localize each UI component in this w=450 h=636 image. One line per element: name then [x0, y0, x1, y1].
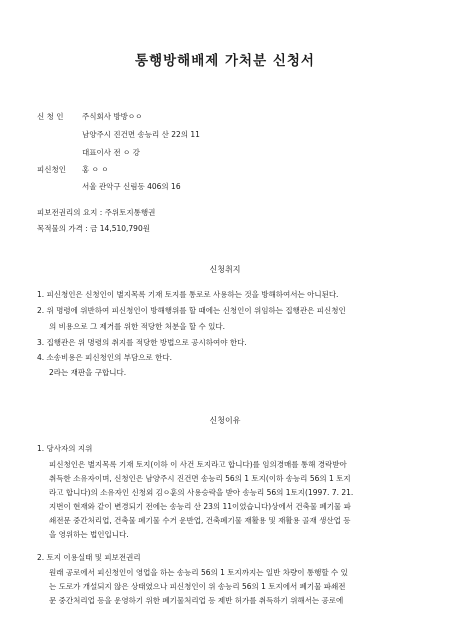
purpose-line: 2. 위 명령에 위반하여 피신청인이 방해행위를 할 때에는 신청인이 위임하는 집행관은 피신청인	[37, 306, 346, 315]
respondent-name: 홍 ㅇ ㅇ	[82, 165, 109, 174]
body-line: 피신청인은 별지목록 기재 토지(이하 이 사건 토지라고 합니다)를 임의경매를 통해 경락받아	[49, 460, 347, 469]
body-line: 쇄전문 중간처리업, 건축물 폐기물 수거 운반업, 건축폐기물 재활용 및 재활용 골재 생산업 등	[49, 516, 351, 525]
body-line: 을 영위하는 법인입니다.	[49, 530, 129, 539]
section-title: 1. 당사자의 지위	[37, 444, 93, 453]
purpose-line: 의 비용으로 그 제거를 위한 적당한 처분을 할 수 있다.	[49, 322, 225, 331]
applicant-name: 주식회사 방방ㅇㅇ	[82, 112, 143, 121]
purpose-line: 2라는 재판을 구합니다.	[49, 368, 127, 377]
body-line: 문 중간처리업 등을 운영하기 위한 폐기물처리업 등 제반 허가를 취득하기 위해서는 공로에	[49, 596, 344, 605]
body-line: 지번이 현재와 같이 변경되기 전에는 송능리 산 23의 11이었습니다)상에서 건축물 폐기물 파	[49, 502, 351, 511]
purpose-line: 1. 피신청인은 신청인이 별지목록 기재 토지를 통로로 사용하는 것을 방해하여서는 아니된다.	[37, 290, 339, 299]
document-title: 통행방해배제 가처분 신청서	[135, 53, 315, 69]
reasons-heading: 신청이유	[209, 416, 241, 425]
body-line: 원래 공로에서 피신청인이 영업을 하는 송능리 56의 1 토지까지는 일반 차량이 통행할 수 있	[49, 568, 348, 577]
purpose-heading: 신청취지	[209, 265, 241, 274]
respondent-address: 서울 관악구 신림동 406의 16	[82, 182, 181, 191]
section-title: 2. 토지 이용실태 및 피보전권리	[37, 553, 141, 562]
applicant-address: 남양주시 진건면 송능리 산 22의 11	[82, 130, 200, 139]
respondent-label: 피신청인	[37, 165, 66, 174]
preserved-right: 피보전권리의 요지 : 주위토지통행권	[37, 208, 156, 217]
body-line: 는 도로가 개설되지 않은 상태였으나 피신청인이 위 송능리 56의 1 토지에서 폐기물 파쇄전	[49, 582, 346, 591]
applicant-representative: 대표이사 전 ㅇ 강	[82, 148, 140, 157]
body-line: 라고 합니다)의 소유자인 신청외 김ㅇ훈의 사용승락을 받아 송능리 56의 1토지(1997. 7. 21.	[49, 488, 354, 497]
purpose-line: 3. 집행관은 위 명령의 취지를 적당한 방법으로 공시하여야 한다.	[37, 338, 247, 347]
purpose-line: 4. 소송비용은 피신청인의 부담으로 한다.	[37, 353, 172, 362]
body-line: 취득한 소유자이며, 신청인은 남양주시 진건면 송능리 56의 1 토지(이하 송능리 56의 1 토지	[49, 474, 351, 483]
object-value: 목적물의 가격 : 금 14,510,790원	[37, 224, 150, 233]
applicant-label: 신 청 인	[37, 112, 64, 121]
